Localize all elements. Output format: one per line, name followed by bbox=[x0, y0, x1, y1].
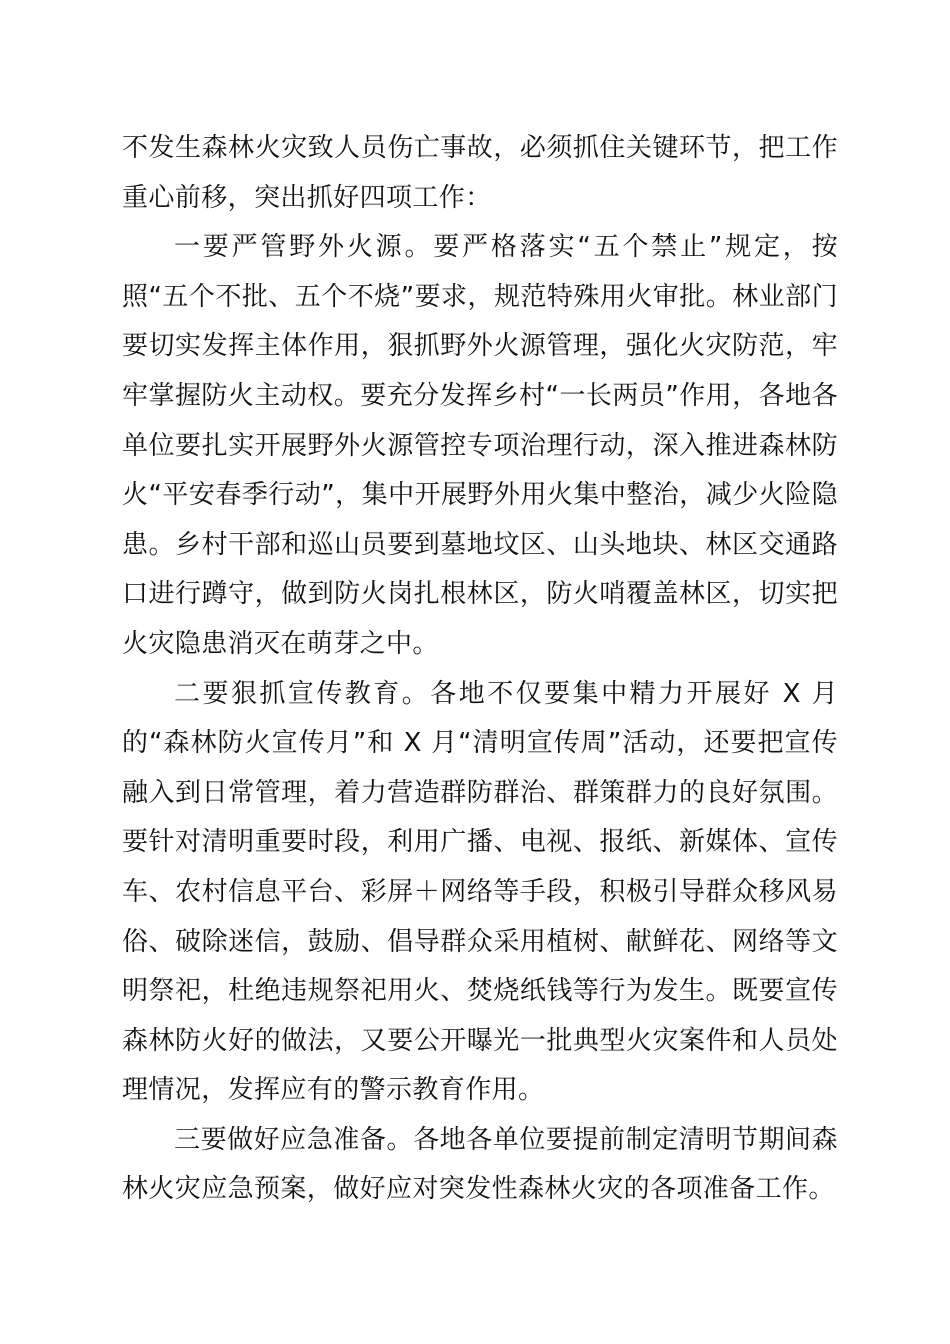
paragraph-publicity-education: 二要狠抓宣传教育。各地不仅要集中精力开展好 X 月的“森林防火宣传月”和 X 月“清明宣传周”活动，还要把宣传融入到日常管理，着力营造群防群治、群策群力的良好氛围。要针对清明重要时段，利用广播、电视、报纸、新媒体、宣传车、农村信息平台、彩屏＋网络等手段，积极引导群众移风易俗、破除迷信，鼓励、倡导群众采用植树、献鲜花、网络等文明祭祀，杜绝违规祭祀用火、焚烧纸钱等行为发生。既要宣传森林防火好的做法，又要公开曝光一批典型火灾案件和人员处理情况，发挥应有的警示教育作用。 bbox=[122, 678, 838, 1106]
document-body bbox=[122, 124, 838, 1215]
paragraph-emergency-preparation: 三要做好应急准备。各地各单位要提前制定清明节期间森林火灾应急预案，做好应对突发性森林火灾的各项准备工作。 bbox=[122, 1124, 838, 1205]
paragraph-wild-fire-source: 一要严管野外火源。要严格落实“五个禁止”规定，按照“五个不批、五个不烧”要求，规范特殊用火审批。林业部门要切实发挥主体作用，狠抓野外火源管理，强化火灾防范，牢牢掌握防火主动权。要充分发挥乡村“一长两员”作用，各地各单位要扎实开展野外火源管控专项治理行动，深入推进森林防火“平安春季行动”，集中开展野外用火集中整治，减少火险隐患。乡村干部和巡山员要到墓地坟区、山头地块、林区交通路口进行蹲守，做到防火岗扎根林区，防火哨覆盖林区，切实把火灾隐患消灭在萌芽之中。 bbox=[122, 232, 838, 659]
paragraph-continuation: 不发生森林火灾致人员伤亡事故，必须抓住关键环节，把工作重心前移，突出抓好四项工作： bbox=[122, 133, 838, 213]
